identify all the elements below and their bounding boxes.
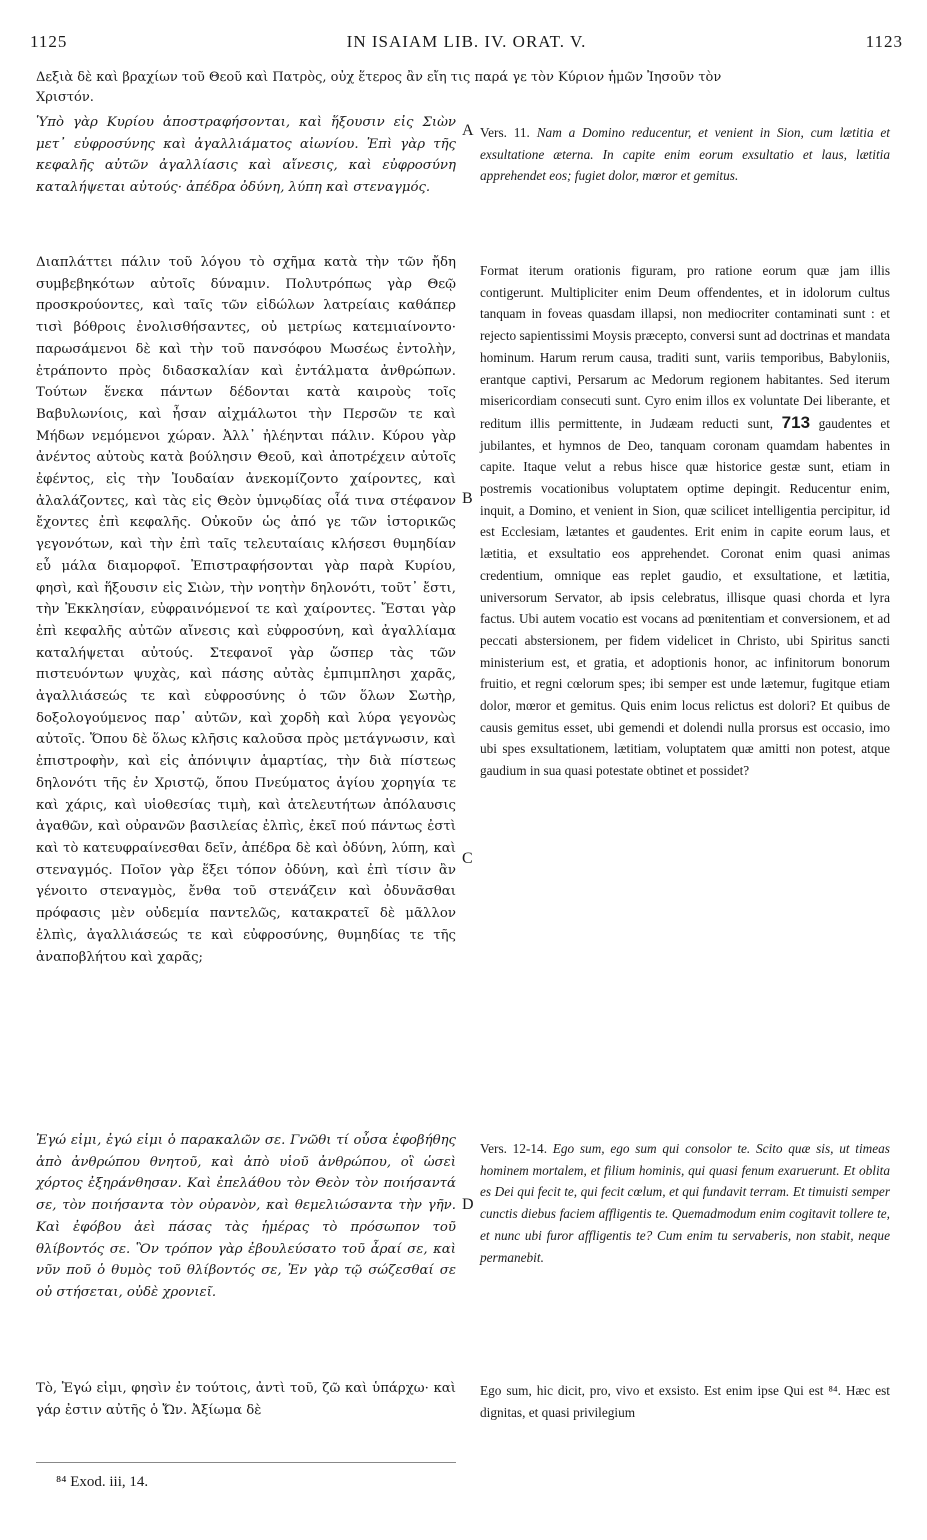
footnote: ⁸⁴ Exod. iii, 14.	[56, 1474, 149, 1490]
page-header	[30, 32, 903, 56]
latin-commentary-1	[480, 260, 890, 782]
intro-line: Δεξιὰ δὲ καὶ βραχίων τοῦ Θεοῦ καὶ Πατρὸς, οὐχ ἕτερος ἂν εἴη τις παρά γε τὸν Κύριον ἡμῶν Ἰησοῦν τὸν Χριστόν.	[36, 70, 722, 105]
latin-verse-2-label: Vers. 12-14.	[480, 1141, 548, 1156]
greek-commentary-2-text: Τὸ, Ἐγώ εἰμι, φησὶν ἐν τούτοις, ἀντὶ τοῦ, ζῶ καὶ ὑπάρχω· καὶ γάρ ἐστιν αὐτῆς ὁ Ὤν. Ἀξίωμα δὲ	[36, 1381, 456, 1418]
margin-letter-a: A	[462, 122, 474, 139]
latin-verse-1-label: Vers. 11.	[480, 125, 530, 140]
greek-verse-2	[36, 1130, 456, 1304]
latin-verse-2-text: Ego sum, ego sum qui consolor te. Scito quæ sis, ut timeas hominem mortalem, et filium hominis, qui quasi fenum exaruerunt. Et oblita es Dei qui fecit te, qui fecit cœlum, et qui fundavit terram. Et timuisti semper cunctis diebus faciem affligentis te. Quemadmodum enim cogitavit tollere te, et nunc ubi furor affligentis te? Cum enim tu servaberis, non stabit, neque permanebit.	[480, 1141, 890, 1265]
margin-letter-d: D	[462, 1196, 474, 1213]
latin-verse-1-text: Nam a Domino reducentur, et venient in Sion, cum lætitia et exsultatione æterna. In capite enim eorum exsultatio et laus, lætitia apprehendet eos; fugiet dolor, mœror et gemitus.	[480, 125, 890, 184]
greek-commentary-1-text: Διαπλάττει πάλιν τοῦ λόγου τὸ σχῆμα κατὰ τὴν τῶν ἤδη συμβεβηκότων αὐτοῖς δύναμιν. Πολυτρόπως γὰρ Θεῷ προσκρούοντες, καὶ ταῖς τῶν εἰδώλων λατρείαις καθάπερ τισὶ βόθροις ἐνολισθήσαντες, οὐ μετρίως κατεμιαίνοντο· παρωσάμενοι δὲ καὶ τὴν τοῦ πανσόφου Μωσέως ἐντολὴν, ἐτράποντο πρὸς διδασκαλίαν καὶ ἐντάλματα ἀνθρώπων. Τούτων ἕνεκα πάντων δέδονται κατὰ καιροὺς τοῖς Βαβυλωνίοις, καὶ ἦσαν αἰχμάλωτοι τὴν Περσῶν τε καὶ Μήδων νεμόμενοι χώραν. Ἀλλ᾽ ἠλέηνται πάλιν. Κύρου γὰρ ἀνέντος αὐτοὺς κατὰ βούλησιν Θεοῦ, καὶ ἀποτρέχειν αὐτοῖς ἐφέντος, εἰς τὴν Ἰουδαίαν ἀνεκομίζοντο χαίροντες, καὶ ἀλαλάζοντες, καὶ τὰς εἰς Θεὸν ὑμνῳδίας οἷά τινα στέφανον ἔχοντες ἐπὶ κεφαλῆς. Οὐκοῦν ὡς ἀπό γε τῶν ἱστορικῶς γεγονότων, καὶ τὴν ἐπὶ ταῖς τελευταίαις κλήσεσι θυμηδίαν εὖ μάλα διαμορφοῖ. Ἐπιστραφήσονται γὰρ παρὰ Κυρίου, φησὶ, καὶ ἥξουσιν εἰς Σιὼν, τὴν νοητὴν δηλονότι, τοῦτ᾽ ἔστι, τὴν Ἐκκλησίαν, εὐφραινόμενοί τε καὶ χαίροντες. Ἔσται γὰρ ἐπὶ κεφαλῆς αὐτῶν αἴνεσις καὶ εὐφροσύνη, καὶ ἀγαλλίαμα καταλήψεται αὐτούς. Στεφανοῖ γὰρ ὥσπερ τὰς τῶν πιστευόντων ψυχὰς, καὶ πάσης αὐτὰς ἐμπιμπλησι χαρᾶς, ἀγαλλιάσεώς τε καὶ εὐφροσύνης ὁ τῶν ὅλων Σωτὴρ, δοξολογούμενος παρ᾽ αὐτῶν, καὶ χορδὴ καὶ λύρα γεγονὼς αὐτοῖς. Ὅπου δὲ ὅλως κλῆσις καλοῦσα πρὸς μετάγνωσιν, καὶ ἐπιστροφὴν, καὶ εἰς ἀπόνιψιν ἁμαρτίας, τὴν διὰ πίστεως δηλονότι τῆς ἐν Χριστῷ, ὅπου Πνεύματος ἁγίου χορηγία τε καὶ χάρις, καὶ υἱοθεσίας τιμὴ, καὶ ἀτελευτήτων ἀπόλαυσις ἀγαθῶν, καὶ οὐρανῶν βασιλείας ἐλπὶς, ἐκεῖ πού πάντως ἐστὶ καὶ τὸ κατευφραίνεσθαι δεῖν, ἀπέδρα δὲ καὶ ὀδύνη, λύπη, καὶ στεναγμός. Ποῖον γὰρ ἕξει τόπον ὀδύνη, καὶ ἐπὶ τίσιν ἂν γένοιτο στεναγμὸς, ἔνθα τοῦ στενάζειν καὶ ὀδυνᾶσθαι πρόφασις μὲν οὐδεμία παντελῶς, κατακρατεῖ δὲ μᾶλλον ἐλπὶς, ἀγαλλιάσεώς τε καὶ εὐφροσύνης, θυμηδίας τε τῆς ἀναποβλήτου καὶ χαρᾶς;	[36, 255, 456, 965]
greek-commentary-1	[36, 252, 456, 968]
footnote-divider	[36, 1462, 456, 1463]
page-number-left: 1125	[30, 32, 68, 51]
greek-verse-1	[36, 112, 456, 199]
latin-commentary-2	[480, 1380, 890, 1423]
page-number-right: 1123	[865, 32, 903, 51]
running-title: IN ISAIAM LIB. IV. ORAT. V.	[346, 32, 587, 51]
margin-letter-b: B	[462, 490, 473, 507]
latin-verse-1	[480, 122, 890, 187]
greek-commentary-2	[36, 1378, 456, 1421]
latin-commentary-1a: Format iterum orationis figuram, pro ratione eorum quæ jam illis contigerunt. Multipliciter enim Deum offendentes, et in idolorum cultus tanquam in foveas quasdam illapsi, non mediocriter contaminati sunt : et rejecto sapientissimi Moysis præcepto, conversi sunt ad doctrinas et mandata hominum. Harum rerum causa, traditi sunt, variis temporibus, Babyloniis, erantque captivi, Persarum ac Medorum regionem habitantes. Sed iterum misericordiam consecuti sunt. Cyro enim illos ex voluntate Dei liberante, et reditum illis permittente, in Judæam reducti sunt,	[480, 263, 890, 431]
latin-verse-2	[480, 1138, 890, 1268]
latin-commentary-1b: gaudentes et jubilantes, et hymnos de Deo, tanquam coronam quamdam habentes in capite. Itaque velut a rebus hisce quæ historice gestæ sunt, etiam in postremis vocationibus voluptatem optime depingit. Reducentur enim, inquit, a Domino, et venient in Sion, quæ scilicet intelligentia percipitur, id est Ecclesiam, lætantes et gaudentes. Erit enim in capite eorum laus, et lætitia, et exsultatio eos apprehendet. Coronat enim quasi animas credentium, omnique eas replet gaudio, et exsultatione, et lætitia, universorum Servator, ab ipsis celebratus, illisque quasi chorda et lyra factus. Ubi autem vocatio est vocans ad pœnitentiam et conversionem, et ad peccati abstersionem, per fidem videlicet in Christo, ubi Spiritus sancti ministerium est, et gratia, et adoptionis honor, ac infinitorum bonorum fruitio, et regni cœlorum spes; ibi semper est unde lætemur, fugitque etiam dolor, mœror et gemitus. Quis enim locus relictus est dolori? Et quibus de causis gemitus esset, ubi gemendi et dolendi nulla prorsus est occasio, imo ubi spes exsultationem, lætitiam, voluptatem quæ amitti non potest, atque gaudium in sua quasi potestate obtinet et possidet?	[480, 415, 890, 779]
edition-page-number: 713	[781, 412, 811, 432]
latin-commentary-2-text: Ego sum, hic dicit, pro, vivo et exsisto. Est enim ipse Qui est ⁸⁴. Hæc est dignitas, et quasi privilegium	[480, 1383, 890, 1420]
greek-verse-1-text: Ὑπὸ γὰρ Κυρίου ἀποστραφήσονται, καὶ ἥξουσιν εἰς Σιὼν μετ᾽ εὐφροσύνης καὶ ἀγαλλιάματος αἰωνίου. Ἐπὶ γὰρ τῆς κεφαλῆς αὐτῶν ἀγαλλίασις καὶ αἴνεσις, καὶ εὐφροσύνη καταλήψεται αὐτούς· ἀπέδρα ὀδύνη, λύπη καὶ στεναγμός.	[36, 115, 456, 196]
greek-verse-2-text: Ἐγώ εἰμι, ἐγώ εἰμι ὁ παρακαλῶν σε. Γνῶθι τί οὖσα ἐφοβήθης ἀπὸ ἀνθρώπου θνητοῦ, καὶ ἀπὸ υἱοῦ ἀνθρώπου, οἳ ὡσεὶ χόρτος ἐξηράνθησαν. Καὶ ἐπελάθου τὸν Θεὸν τὸν ποιήσαντά σε, τὸν ποιήσαντα τὸν οὐρανὸν, καὶ θεμελιώσαντα τὴν γῆν. Καὶ ἐφόβου ἀεὶ πάσας τὰς ἡμέρας τὸ πρόσωπον τοῦ θλίβοντός σε. Ὃν τρόπον γὰρ ἐβουλεύσατο τοῦ ἆραί σε, καὶ νῦν ποῦ ὁ θυμὸς τοῦ θλίβοντός σε, Ἐν γὰρ τῷ σώζεσθαί σε οὐ στήσεται, οὐδὲ χρονιεῖ.	[36, 1133, 456, 1300]
margin-letter-c: C	[462, 850, 473, 867]
